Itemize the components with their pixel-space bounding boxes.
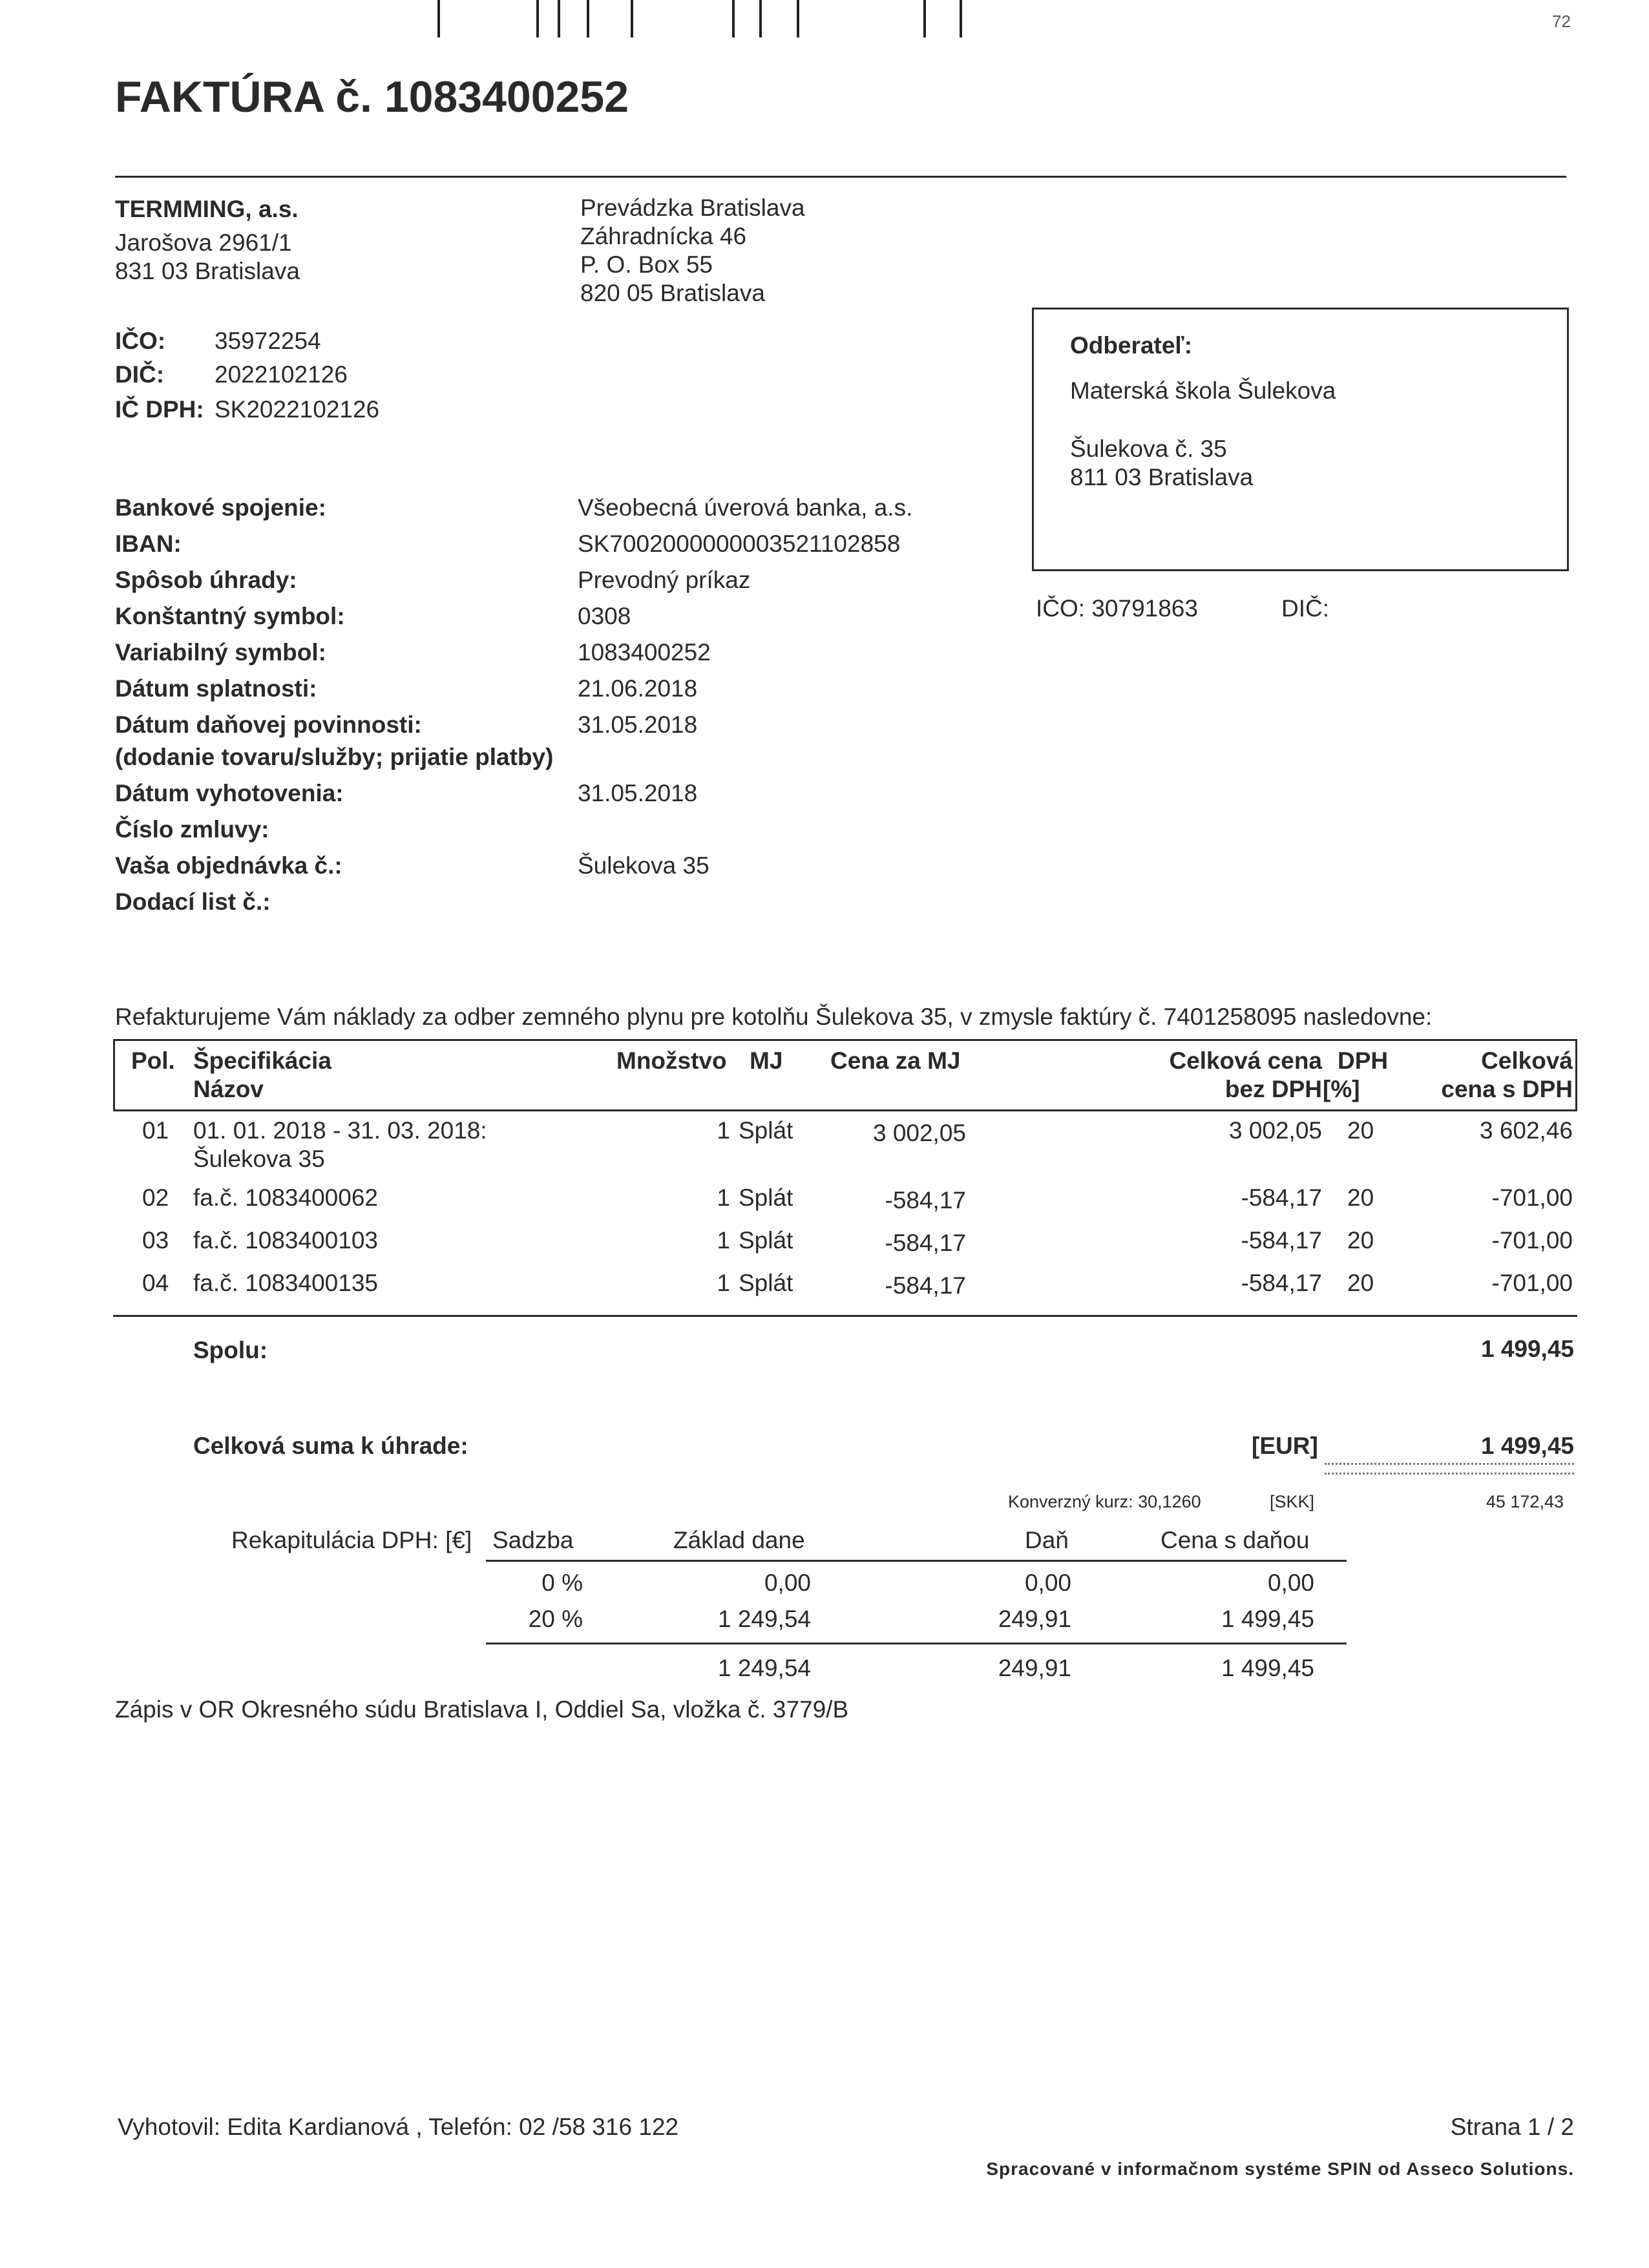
supplier-street: Jarošova 2961/1 xyxy=(115,229,292,256)
detail-value: 0308 xyxy=(578,603,631,629)
total-dotted-underline xyxy=(1325,1463,1574,1475)
row-qty: 1 xyxy=(717,1184,730,1211)
row-net: -584,17 xyxy=(1241,1227,1322,1254)
row-vat: 20 xyxy=(1347,1227,1374,1254)
row-vat: 20 xyxy=(1347,1117,1374,1144)
row-unit: 3 002,05 xyxy=(872,1120,966,1146)
page-number: 72 xyxy=(1552,12,1571,31)
vat-recap-label: Rekapitulácia DPH: [€] xyxy=(231,1527,472,1553)
row-mj: Splát xyxy=(739,1227,793,1254)
row-net: -584,17 xyxy=(1241,1184,1322,1211)
col-celk-bez-2: bez DPH xyxy=(1224,1076,1322,1102)
customer-street: Šulekova č. 35 xyxy=(1070,436,1227,462)
system-note: Spracované v informačnom systéme SPIN od Asseco Solutions. xyxy=(986,2159,1574,2179)
row-gross: -701,00 xyxy=(1491,1184,1573,1211)
title-rule xyxy=(115,176,1566,178)
vat-base: 0,00 xyxy=(764,1570,811,1596)
detail-label: Vaša objednávka č.: xyxy=(115,852,342,879)
row-mj: Splát xyxy=(739,1184,793,1211)
detail-value: 31.05.2018 xyxy=(578,711,698,738)
supplier-name: TERMMING, a.s. xyxy=(115,196,299,222)
row-qty: 1 xyxy=(717,1117,730,1144)
col-pol: Pol. xyxy=(131,1047,175,1074)
supplier-city: 831 03 Bratislava xyxy=(115,258,300,284)
dic-value: 2022102126 xyxy=(215,361,348,388)
vat-sum-base: 1 249,54 xyxy=(717,1655,811,1681)
branch-line: 820 05 Bratislava xyxy=(580,280,765,306)
vat-tax: 249,91 xyxy=(998,1606,1071,1632)
detail-value: 1083400252 xyxy=(578,639,711,666)
conversion-label: Konverzný kurz: 30,1260 xyxy=(1008,1492,1201,1511)
detail-label: Dátum splatnosti: xyxy=(115,675,317,702)
vat-tax: 0,00 xyxy=(1024,1570,1071,1596)
row-unit: -584,17 xyxy=(885,1187,966,1213)
row-name-2: Šulekova 35 xyxy=(193,1146,325,1172)
issued-by: Vyhotovil: Edita Kardianová , Telefón: 02 /58 316 122 xyxy=(118,2114,679,2140)
row-name: 01. 01. 2018 - 31. 03. 2018: xyxy=(193,1117,487,1144)
table-left-border xyxy=(113,1039,115,1111)
row-unit: -584,17 xyxy=(885,1272,966,1299)
total-label: Celková suma k úhrade: xyxy=(193,1433,468,1459)
vat-col-rate: Sadzba xyxy=(492,1527,574,1553)
table-bottom-rule xyxy=(113,1315,1577,1317)
col-celk-bez: Celková cena xyxy=(1169,1047,1322,1074)
vat-col-base: Základ dane xyxy=(673,1527,805,1553)
detail-value: Všeobecná úverová banka, a.s. xyxy=(578,494,913,521)
customer-city: 811 03 Bratislava xyxy=(1070,464,1254,490)
col-mnozstvo: Množstvo xyxy=(616,1047,727,1074)
detail-label: Dodací list č.: xyxy=(115,888,271,915)
total-currency: [EUR] xyxy=(1252,1433,1318,1459)
intro-text: Refakturujeme Vám náklady za odber zemného plynu pre kotolňu Šulekova 35, v zmysle faktúry č. 7401258095 nasledovne: xyxy=(115,1003,1433,1030)
detail-label: Dátum vyhotovenia: xyxy=(115,780,344,806)
row-pol: 01 xyxy=(142,1117,169,1144)
vat-total: 1 499,45 xyxy=(1221,1606,1314,1632)
spolu-label: Spolu: xyxy=(193,1337,268,1363)
customer-name: Materská škola Šulekova xyxy=(1070,377,1336,404)
icdph-label: IČ DPH: xyxy=(115,396,204,423)
detail-value: 21.06.2018 xyxy=(578,675,698,702)
col-celk-s: Celková xyxy=(1481,1047,1573,1074)
detail-label: Bankové spojenie: xyxy=(115,494,326,521)
row-pol: 02 xyxy=(142,1184,169,1211)
row-vat: 20 xyxy=(1347,1184,1374,1211)
row-net: -584,17 xyxy=(1241,1270,1322,1296)
page-indicator: Strana 1 / 2 xyxy=(1450,2114,1574,2140)
detail-value: SK7002000000003521102858 xyxy=(578,530,901,557)
row-mj: Splát xyxy=(739,1270,793,1296)
row-mj: Splát xyxy=(739,1117,793,1144)
row-name: fa.č. 1083400135 xyxy=(193,1270,378,1296)
detail-label: (dodanie tovaru/služby; prijatie platby) xyxy=(115,744,554,770)
customer-label: Odberateľ: xyxy=(1070,332,1193,359)
registration-note: Zápis v OR Okresného súdu Bratislava I, Oddiel Sa, vložka č. 3779/B xyxy=(115,1696,849,1723)
detail-value: 31.05.2018 xyxy=(578,780,698,806)
ico-value: 35972254 xyxy=(215,328,321,354)
conversion-currency: [SKK] xyxy=(1270,1492,1315,1511)
detail-value: Šulekova 35 xyxy=(578,852,709,879)
branch-line: Prevádzka Bratislava xyxy=(580,194,805,221)
row-name: fa.č. 1083400103 xyxy=(193,1227,378,1254)
col-celk-s-2: cena s DPH xyxy=(1441,1076,1573,1102)
detail-value: Prevodný príkaz xyxy=(578,567,751,593)
detail-label: Dátum daňovej povinnosti: xyxy=(115,711,422,738)
detail-label: Spôsob úhrady: xyxy=(115,567,297,593)
customer-ico: IČO: 30791863 xyxy=(1036,595,1198,622)
spolu-value: 1 499,45 xyxy=(1480,1336,1574,1362)
table-top-rule xyxy=(113,1039,1577,1041)
vat-base: 1 249,54 xyxy=(717,1606,811,1632)
row-unit: -584,17 xyxy=(885,1230,966,1256)
customer-dic: DIČ: xyxy=(1281,595,1329,622)
col-nazov: Názov xyxy=(193,1076,264,1102)
row-pol: 04 xyxy=(142,1270,169,1296)
vat-sum-total: 1 499,45 xyxy=(1221,1655,1314,1681)
row-gross: -701,00 xyxy=(1491,1227,1573,1254)
row-qty: 1 xyxy=(717,1227,730,1254)
vat-total: 0,00 xyxy=(1267,1570,1314,1596)
branch-line: Záhradnícka 46 xyxy=(580,223,747,249)
vat-sum-rule xyxy=(486,1643,1347,1644)
vat-col-tax: Daň xyxy=(1025,1527,1069,1553)
total-value: 1 499,45 xyxy=(1480,1433,1574,1459)
row-gross: 3 602,46 xyxy=(1479,1117,1573,1144)
vat-rate: 0 % xyxy=(541,1570,583,1596)
row-net: 3 002,05 xyxy=(1228,1117,1322,1144)
col-dph-2: [%] xyxy=(1323,1076,1360,1102)
customer-box xyxy=(1032,308,1569,571)
icdph-value: SK2022102126 xyxy=(215,396,380,423)
col-dph: DPH xyxy=(1338,1047,1389,1074)
detail-label: Číslo zmluvy: xyxy=(115,816,269,843)
col-spec: Špecifikácia xyxy=(193,1047,331,1074)
detail-label: IBAN: xyxy=(115,530,182,557)
vat-header-rule xyxy=(486,1560,1347,1562)
row-gross: -701,00 xyxy=(1491,1270,1573,1296)
vat-col-total: Cena s daňou xyxy=(1161,1527,1310,1553)
detail-label: Variabilný symbol: xyxy=(115,639,326,666)
vat-sum-tax: 249,91 xyxy=(998,1655,1071,1681)
dic-label: DIČ: xyxy=(115,361,165,388)
ico-label: IČO: xyxy=(115,328,166,354)
row-qty: 1 xyxy=(717,1270,730,1296)
table-header-rule xyxy=(113,1109,1577,1111)
row-vat: 20 xyxy=(1347,1270,1374,1296)
branch-line: P. O. Box 55 xyxy=(580,251,713,278)
row-pol: 03 xyxy=(142,1227,169,1254)
table-right-border xyxy=(1575,1039,1577,1111)
row-name: fa.č. 1083400062 xyxy=(193,1184,378,1211)
col-cena-mj: Cena za MJ xyxy=(830,1047,961,1074)
invoice-title: FAKTÚRA č. 1083400252 xyxy=(115,72,629,121)
vat-rate: 20 % xyxy=(528,1606,583,1632)
conversion-value: 45 172,43 xyxy=(1486,1492,1564,1511)
col-mj: MJ xyxy=(750,1047,783,1074)
detail-label: Konštantný symbol: xyxy=(115,603,345,629)
